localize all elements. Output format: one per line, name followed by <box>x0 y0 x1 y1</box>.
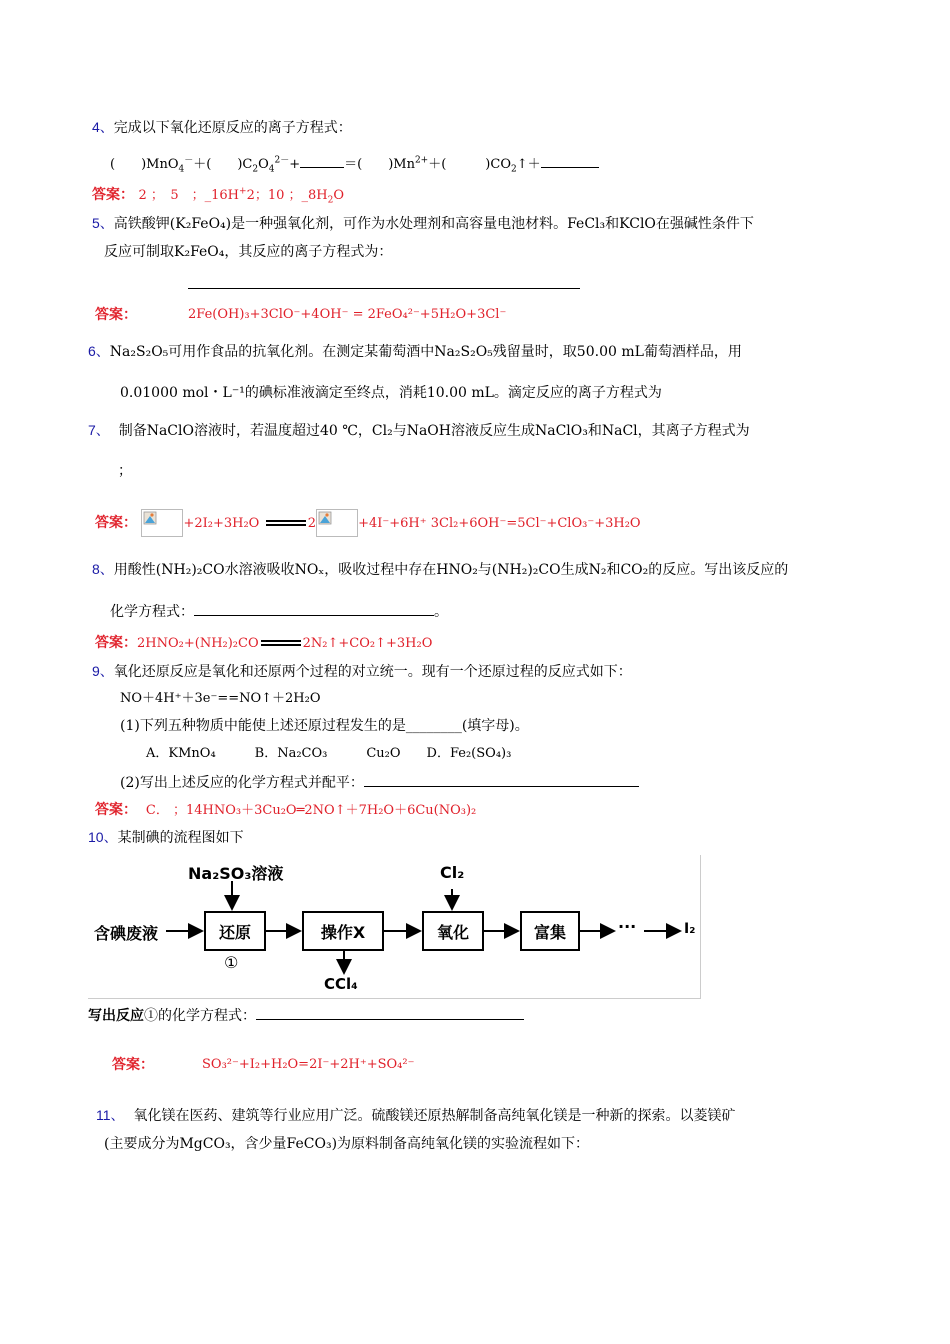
q4-equation: ( )MnO$_4$－＋( )$C_2O_4^{2-}+$ ＝( )$Mn^{2+}+$( )$CO_2↑+$ <box>110 153 599 175</box>
flow-box-reduce: 还原 <box>204 911 266 951</box>
q9-stem: 9、氧化还原反应是氧化和还原两个过程的对立统一。现有一个还原过程的反应式如下： <box>92 663 632 680</box>
q7-answer: 答案： +2I₂+3H₂O 2 +4I⁻+6H⁺ 3Cl₂+6OH⁻=5Cl⁻+ClO₃⁻+3H₂O <box>95 508 641 538</box>
q5-stem-1: 5、高铁酸钾(K₂FeO₄)是一种强氧化剂，可作为水处理剂和高容量电池材料。FeCl₃和KClO在强碱性条件下 <box>92 215 754 232</box>
q9-number: 9、 <box>92 663 114 679</box>
q9-blank[interactable] <box>364 772 639 787</box>
q9-answer: 答案： C． ；14HNO₃＋3Cu₂O═2NO↑＋7H₂O＋6Cu(NO₃)₂ <box>95 802 477 818</box>
iodine-flow-diagram <box>88 855 701 999</box>
q5-answer-label: 答案： <box>95 307 137 323</box>
q11-number: 11、 <box>96 1107 125 1123</box>
q4-answer-text: 2 ； 5 ；_16H+2；10 ；$\_8H_2O$ <box>138 186 345 206</box>
q11-stem-1: 11、 氧化镁在医药、建筑等行业应用广泛。硫酸镁还原热解制备高纯氧化镁是一种新的探索。以菱镁矿 <box>96 1107 736 1124</box>
q8-stem-2: 化学方程式： 。 <box>110 601 448 622</box>
flow-reagent-na2so3: Na₂SO₃溶液 <box>188 864 284 883</box>
flow-box-oxidize: 氧化 <box>422 911 484 951</box>
double-line-arrow <box>261 640 301 646</box>
flow-dots: ··· <box>618 917 637 936</box>
flow-reagent-cl2: Cl₂ <box>440 863 465 882</box>
flow-input: 含碘废液 <box>94 924 159 943</box>
q8-answer-label: 答案： <box>95 635 137 651</box>
q4-stem <box>92 117 352 138</box>
q8-answer: 答案：2HNO₂+(NH₂)₂CO 2N₂↑+CO₂↑+3H₂O <box>95 635 433 651</box>
q10-answer <box>112 1055 154 1075</box>
q8-number: 8、 <box>92 561 114 577</box>
q6-number: 6、 <box>88 343 110 359</box>
q10-number: 10、 <box>88 829 118 845</box>
q10-stem: 10、某制碘的流程图如下 <box>88 829 244 846</box>
q7-number: 7、 <box>88 422 110 438</box>
q9-sub2: (2)写出上述反应的化学方程式并配平： <box>120 772 639 793</box>
q7-answer-label: 答案： <box>95 515 137 531</box>
double-line-arrow <box>266 520 306 526</box>
q10-answer-label: 答案： <box>112 1057 154 1073</box>
q7-stem-2: ； <box>118 463 132 479</box>
flow-box-operation-x: 操作X <box>302 911 384 951</box>
flow-out-ccl4: CCl₄ <box>324 975 358 993</box>
broken-image-icon <box>316 509 358 537</box>
q4-blank-1[interactable] <box>300 153 344 168</box>
q6-stem-2: 0.01000 mol・L⁻¹的碘标准液滴定至终点，消耗10.00 mL。滴定反应的离子方程式为 <box>120 385 662 401</box>
flow-arrows <box>88 855 700 998</box>
q5-answer-line[interactable] <box>188 288 580 289</box>
q5-number: 5、 <box>92 215 114 231</box>
q6-stem-1: 6、Na₂S₂O₅可用作食品的抗氧化剂。在测定某葡萄酒中Na₂S₂O₅残留量时，取50.00 mL葡萄酒样品，用 <box>88 343 742 360</box>
q8-stem-1: 8、用酸性(NH₂)₂CO水溶液吸收NOₓ，吸收过程中存在HNO₂与(NH₂)₂CO生成N₂和CO₂的反应。写出该反应的 <box>92 561 789 578</box>
q9-equation: NO＋4H⁺＋3e⁻==NO↑＋2H₂O <box>120 691 321 706</box>
q11-stem-2: (主要成分为MgCO₃，含少量FeCO₃)为原料制备高纯氧化镁的实验流程如下： <box>104 1136 590 1152</box>
q9-sub1: (1)下列五种物质中能使上述还原过程发生的是________(填字母)。 <box>120 718 529 734</box>
q9-answer-label: 答案： <box>95 802 137 818</box>
q4-answer <box>92 185 344 206</box>
broken-image-icon <box>141 509 183 537</box>
flow-mark-1: ① <box>224 953 239 972</box>
q10-blank[interactable] <box>256 1005 524 1020</box>
q7-stem-1: 7、 制备NaClO溶液时，若温度超过40 ℃，Cl₂与NaOH溶液反应生成NaClO₃和NaCl，其离子方程式为 <box>88 422 750 439</box>
q9-options: A．KMnO₄ B．Na₂CO₃ Cu₂O D．Fe₂(SO₄)₃ <box>146 746 512 761</box>
q10-answer-text: SO₃²⁻+I₂+H₂O=2I⁻+2H⁺+SO₄²⁻ <box>202 1057 415 1072</box>
q4-text: 完成以下氧化还原反应的离子方程式： <box>113 120 352 136</box>
flow-box-enrich: 富集 <box>520 911 580 951</box>
q5-stem-2: 反应可制取K₂FeO₄，其反应的离子方程式为： <box>104 244 393 260</box>
q5-answer-text: 2Fe(OH)₃+3ClO⁻+4OH⁻ = 2FeO₄²⁻+5H₂O+3Cl⁻ <box>188 307 507 322</box>
q4-number: 4、 <box>92 119 114 135</box>
q4-answer-label: 答案： <box>92 187 134 203</box>
q5-answer <box>95 305 137 325</box>
q8-blank[interactable] <box>194 601 434 616</box>
flow-product-i2: I₂ <box>684 921 696 937</box>
q10-question: 写出反应①的化学方程式： <box>88 1005 524 1026</box>
q4-blank-2[interactable] <box>541 153 599 168</box>
